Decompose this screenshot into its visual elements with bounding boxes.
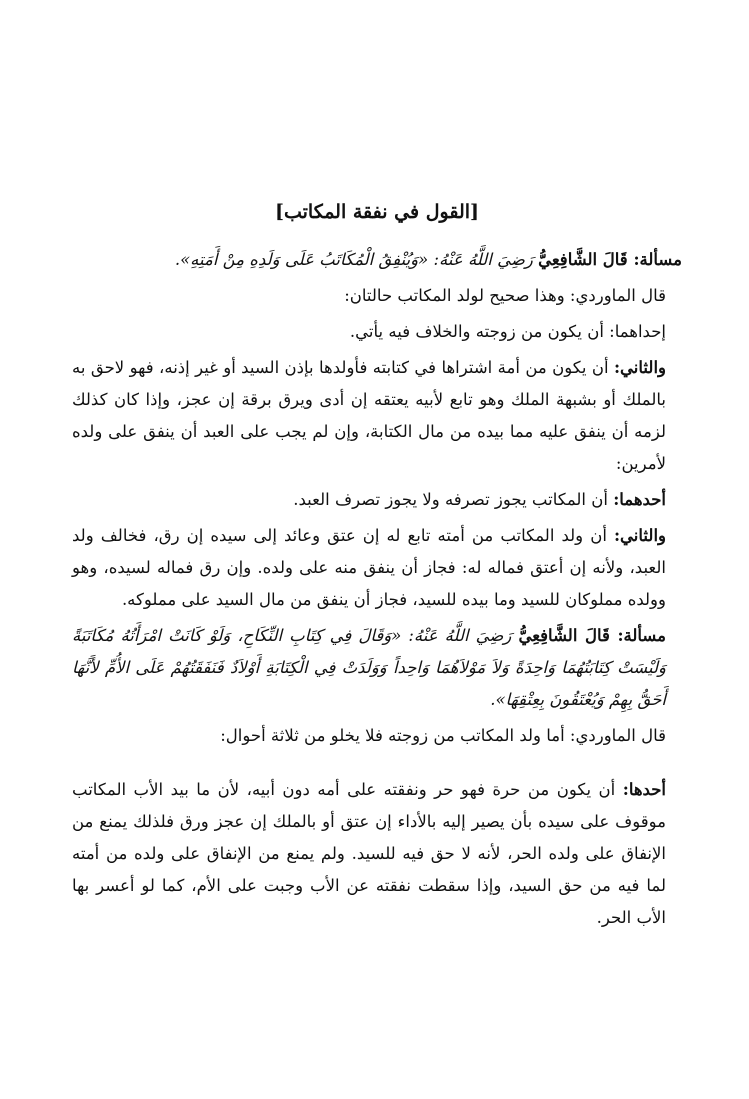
paragraph-text: رَضِيَ اللَّهُ عَنْهُ: «وَقَالَ فِي كِتَابِ النِّكَاحِ، وَلَوْ كَانَتْ امْرَأَتُهُ مُكَاتَبَةً وَلَيْسَتْ كِتَابَتُهُمَا وَاحِدَةً وَلاَ مَوْلاَهُمَا وَاحِداً وَوَلَدَتْ فِي الْكِتَابَةِ أَوْلاَدٌ فَنَفَقَتُهُمْ عَلَى الأُمِّ لأَنَّهَا أَحَقُّ بِهِمْ وَيُعْتَقُونَ بِعِتْقِهَا». — [72, 626, 666, 709]
paragraph-lead: مسألة: قَالَ الشَّافِعِيُّ — [518, 626, 666, 645]
paragraph-reason-1 — [72, 484, 666, 516]
paragraph-mawardi-1 — [72, 280, 666, 312]
paragraph-lead: والثاني: — [613, 526, 666, 545]
paragraph-text: قال الماوردي: وهذا صحيح لولد المكاتب حالتان: — [344, 286, 666, 305]
document-body — [72, 196, 682, 938]
paragraph-text: أن يكون من حرة فهو حر ونفقته على أمه دون أبيه، لأن ما بيد الأب المكاتب موقوف على سيده بأن يصير إليه بالأداء إن عتق أو بالملك إن عجز ورق فلذلك يمنع من الإنفاق على ولده الحر، لأنه لا حق فيه للسيد. ولم يمنع من الإنفاق على ولده من أمته لما فيه من حق السيد، وإذا سقطت نفقته عن الأب وجبت على الأم، كما لو أعسر بها الأب الحر. — [72, 780, 666, 927]
paragraph-second-case — [72, 352, 666, 480]
paragraph-text: رَضِيَ اللَّهُ عَنْهُ: «وَيُنْفِقُ الْمُكَاتَبُ عَلَى وَلَدِهِ مِنْ أَمَتِهِ». — [174, 250, 539, 269]
spacer — [72, 756, 682, 774]
paragraph-lead: والثاني: — [613, 358, 666, 377]
paragraph-text: إحداهما: أن يكون من زوجته والخلاف فيه يأتي. — [349, 322, 666, 341]
paragraph-text: أن المكاتب يجوز تصرفه ولا يجوز تصرف العبد. — [293, 490, 614, 509]
paragraph-mawardi-2 — [72, 720, 666, 752]
paragraph-text: أن يكون من أمة اشتراها في كتابته فأولدها بإذن السيد أو غير إذنه، فهو لاحق به بالملك أو بشبهة الملك وهو تابع لأبيه يعتقه إن أدى ويرق برقة إن عجز، وإذا كان كذلك لزمه أن ينفق عليه مما بيده من مال الكتابة، وإن لم يجب على العبد أن ينفق على ولده لأمرين: — [72, 358, 666, 473]
paragraph-first-case — [72, 316, 666, 348]
section-title: [القول في نفقة المكاتب] — [274, 201, 480, 223]
paragraph-first-state — [72, 774, 666, 934]
paragraph-reason-2 — [72, 520, 666, 616]
paragraph-lead: مسألة: قَالَ الشَّافِعِيُّ — [538, 250, 682, 269]
paragraph-masala-1 — [72, 244, 682, 276]
paragraph-masala-2 — [72, 620, 666, 716]
paragraph-text: أن ولد المكاتب من أمته تابع له إن عتق وعائد إلى سيده إن رق، فخالف ولد العبد، ولأنه إن أعتق فماله له: فجاز أن ينفق منه على ولده. وإن رق فماله لسيده، وهو وولده مملوكان للسيد وما بيده للسيد، فجاز أن ينفق من مال السيد على مملوكه. — [72, 526, 666, 609]
paragraph-text: قال الماوردي: أما ولد المكاتب من زوجته فلا يخلو من ثلاثة أحوال: — [220, 726, 666, 745]
paragraph-lead: أحدهما: — [613, 490, 666, 509]
paragraph-lead: أحدها: — [622, 780, 666, 799]
